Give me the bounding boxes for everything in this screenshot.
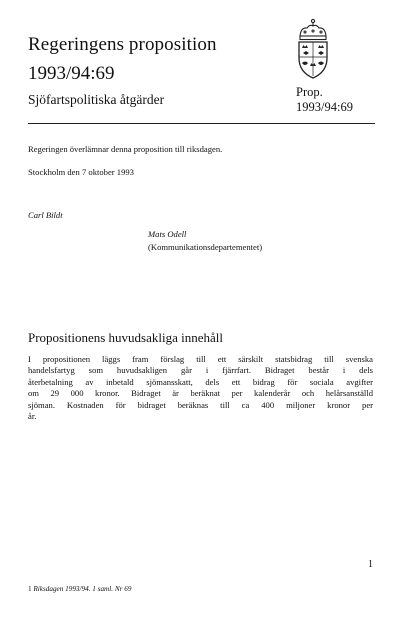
proposition-label: Prop.: [296, 85, 323, 99]
summary-line: år.: [28, 411, 37, 422]
footnote-number: 1: [28, 585, 32, 593]
summary-line: sjöman. Kostnaden för bidraget beräknas till ca 400 miljoner kronor per: [28, 399, 373, 410]
summary-heading: Propositionens huvudsakliga innehåll: [28, 330, 223, 345]
swedish-royal-crest-icon: [293, 18, 333, 80]
header-divider: [28, 123, 375, 124]
date-line: Stockholm den 7 oktober 1993: [28, 167, 134, 177]
intro-text: Regeringen överlämnar denna proposition till riksdagen.: [28, 144, 223, 154]
summary-line: I propositionen läggs fram förslag till ett särskilt statsbidrag till svenska: [28, 354, 373, 364]
page-number: 1: [368, 559, 373, 570]
document-subtitle: Sjöfartspolitiska åtgärder: [28, 92, 165, 107]
summary-line: om 29 000 kronor. Bidraget är beräknat per kalenderår och helårsanställd: [28, 388, 373, 399]
signature-minister: Mats Odell: [148, 229, 187, 239]
proposition-number-margin: 1993/94:69: [296, 100, 353, 114]
footnote: [28, 585, 131, 593]
document-title: Regeringens proposition: [28, 34, 217, 55]
summary-paragraph: [28, 354, 373, 422]
proposition-number: 1993/94:69: [28, 63, 115, 84]
summary-line: återbetalning av inbetald sjömansskatt, dels ett bidrag för sociala avgifter: [28, 376, 373, 387]
signature-prime-minister: Carl Bildt: [28, 210, 63, 220]
summary-line: handelsfartyg som huvudsakligen går i fjärrfart. Bidraget består i dels: [28, 365, 373, 376]
department-label: (Kommunikationsdepartementet): [148, 242, 263, 252]
footnote-text: Riksdagen 1993/94. 1 saml. Nr 69: [33, 585, 132, 593]
